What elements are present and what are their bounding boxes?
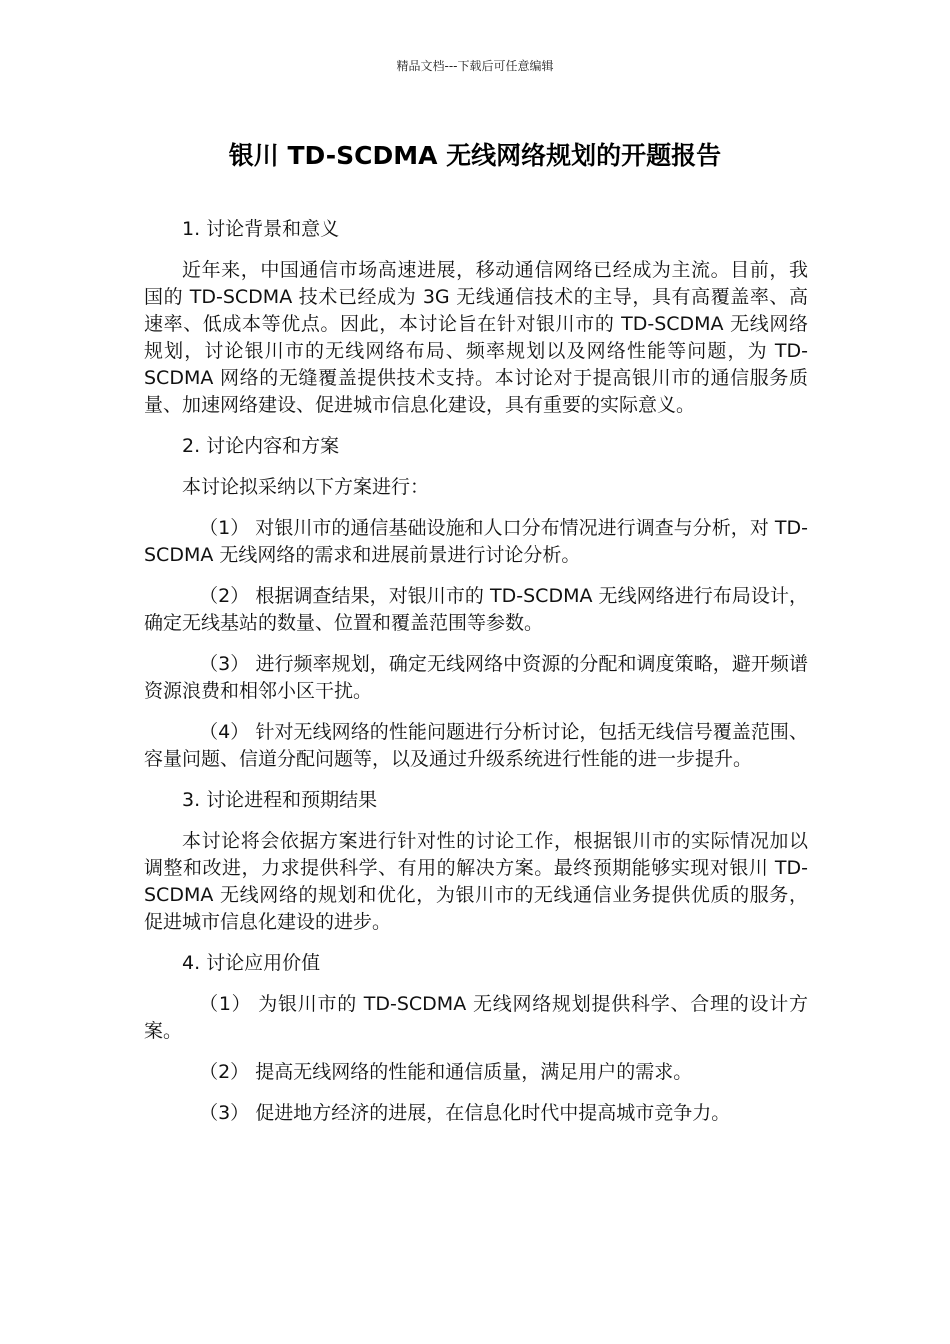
document-body [144,216,808,1141]
section-4-item-2: （2） 提高无线网络的性能和通信质量，满足用户的需求。 [199,1061,693,1083]
section-1-heading: 1. 讨论背景和意义 [182,218,340,240]
page-header: 精品文档---下载后可任意编辑 [396,59,554,73]
section-2-item-3: （3） 进行频率规划，确定无线网络中资源的分配和调度策略，避开频谱资源浪费和相邻小区干扰。 [144,653,808,702]
section-3-heading: 3. 讨论进程和预期结果 [182,789,378,811]
section-3-paragraph: 本讨论将会依据方案进行针对性的讨论工作，根据银川市的实际情况加以调整和改进，力求提供科学、有用的解决方案。最终预期能够实现对银川 TD-SCDMA 无线网络的规划和优化，为银川市的无线通信业务提供优质的服务，促进城市信息化建设的进步。 [144,830,808,933]
section-2-heading: 2. 讨论内容和方案 [182,435,340,457]
section-2-item-1: （1） 对银川市的通信基础设施和人口分布情况进行调查与分析，对 TD-SCDMA 无线网络的需求和进展前景进行讨论分析。 [144,517,808,566]
document-title: 银川 TD-SCDMA 无线网络规划的开题报告 [228,141,722,170]
section-2-intro: 本讨论拟采纳以下方案进行： [182,476,430,498]
section-2-item-4: （4） 针对无线网络的性能问题进行分析讨论，包括无线信号覆盖范围、容量问题、信道分配问题等，以及通过升级系统进行性能的进一步提升。 [144,721,808,770]
section-2-item-2: （2） 根据调查结果，对银川市的 TD-SCDMA 无线网络进行布局设计，确定无线基站的数量、位置和覆盖范围等参数。 [144,585,808,634]
section-4-item-1: （1） 为银川市的 TD-SCDMA 无线网络规划提供科学、合理的设计方案。 [144,993,808,1042]
section-4-heading: 4. 讨论应用价值 [182,952,321,974]
section-4-item-3: （3） 促进地方经济的进展，在信息化时代中提高城市竞争力。 [199,1102,731,1124]
section-1-paragraph: 近年来，中国通信市场高速进展，移动通信网络已经成为主流。目前，我国的 TD-SCDMA 技术已经成为 3G 无线通信技术的主导，具有高覆盖率、高速率、低成本等优点。因此，本讨论旨在针对银川市的 TD-SCDMA 无线网络规划，讨论银川市的无线网络布局、频率规划以及网络性能等问题，为 TD-SCDMA 网络的无缝覆盖提供技术支持。本讨论对于提高银川市的通信服务质量、加速网络建设、促进城市信息化建设，具有重要的实际意义。 [144,259,808,416]
